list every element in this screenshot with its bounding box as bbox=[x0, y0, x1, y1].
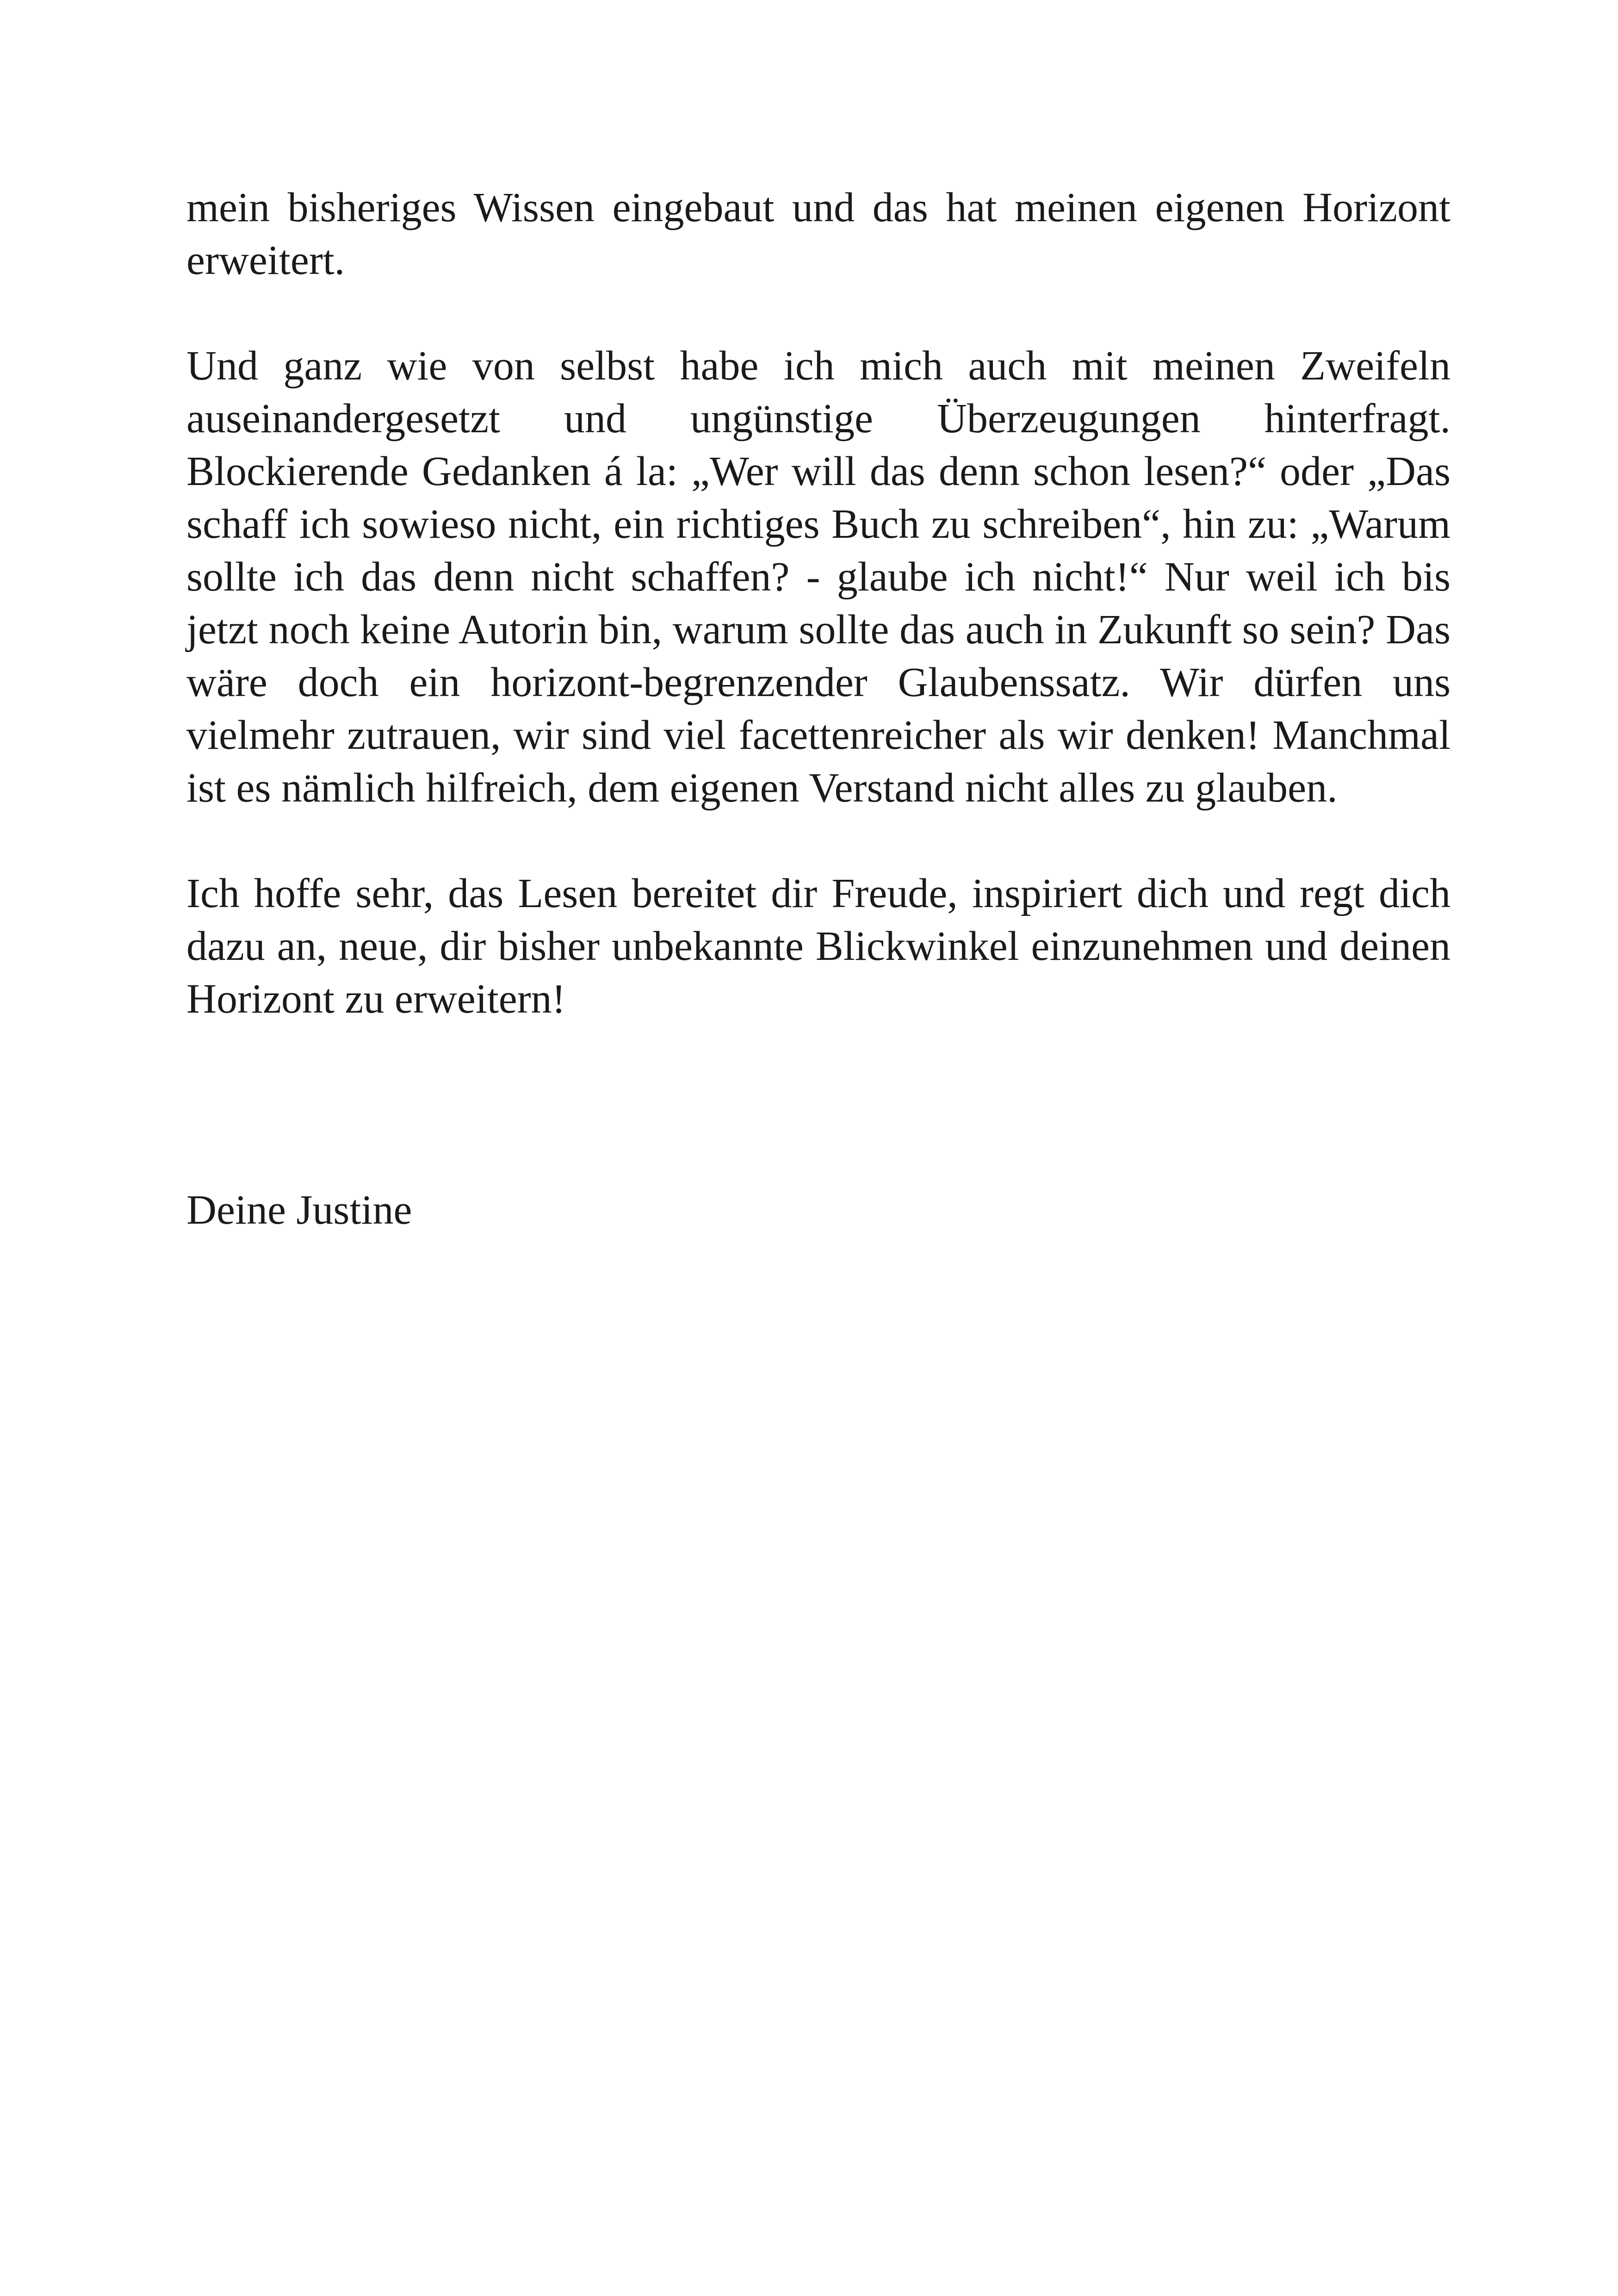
paragraph-doubts: Und ganz wie von selbst habe ich mich auch mit meinen Zweifeln auseinandergesetzt und ungünstige Überzeugungen hinterfragt. Blockierende Gedanken á la: „Wer will das denn schon lesen?“ oder „Das schaff ich sowieso nicht, ein richtiges Buch zu schreiben“, hin zu: „Warum sollte ich das denn nicht schaffen? - glaube ich nicht!“ Nur weil ich bis jetzt noch keine Autorin bin, warum sollte das auch in Zukunft so sein? Das wäre doch ein horizont-begrenzender Glaubenssatz. Wir dürfen uns vielmehr zutrauen, wir sind viel facettenreicher als wir denken! Manchmal ist es nämlich hilfreich, dem eigenen Verstand nicht alles zu glauben. bbox=[186, 343, 1451, 811]
body-text bbox=[186, 181, 1451, 1289]
paragraph-horizon-intro: mein bisheriges Wissen eingebaut und das hat meinen eigenen Horizont erweitert. bbox=[186, 185, 1451, 283]
paragraph-closing-wish: Ich hoffe sehr, das Lesen bereitet dir Freude, inspiriert dich und regt dich dazu an, neue, dir bisher unbekannte Blickwinkel einzunehmen und deinen Horizont zu erweitern! bbox=[186, 871, 1451, 1022]
signature: Deine Justine bbox=[186, 1187, 412, 1233]
